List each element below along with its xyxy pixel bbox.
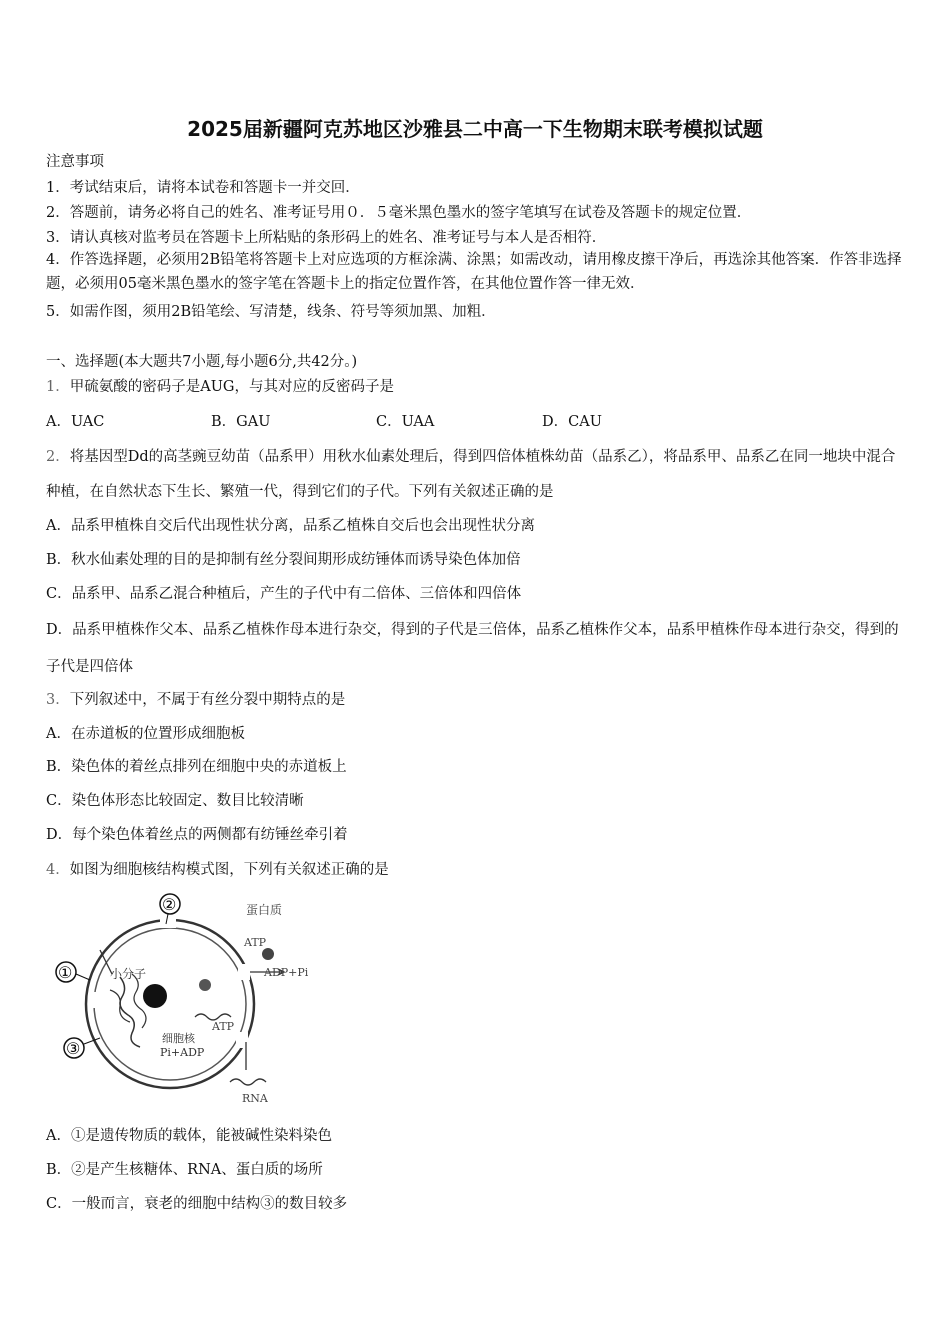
question-number: 3．: [46, 692, 70, 708]
q2-option-b: B．秋水仙素处理的目的是抑制有丝分裂间期形成纺锤体而诱导染色体加倍: [46, 552, 521, 568]
label-protein: 蛋白质: [246, 903, 283, 917]
label-pi-adp: Pi+ADP: [160, 1046, 205, 1059]
question-stem: 甲硫氨酸的密码子是AUG，与其对应的反密码子是: [69, 379, 395, 395]
protein-blob: [199, 979, 211, 991]
q4-option-a: A．①是遗传物质的载体，能被碱性染料染色: [46, 1128, 332, 1144]
q2-option-c: C．品系甲、品系乙混合种植后，产生的子代中有二倍体、三倍体和四倍体: [46, 586, 522, 602]
question-number: 4．: [46, 862, 70, 878]
chromatin: [132, 974, 146, 1028]
q3-option-c: C．染色体形态比较固定、数目比较清晰: [46, 793, 304, 809]
question-stem: 如图为细胞核结构模式图，下列有关叙述正确的是: [69, 862, 389, 878]
marker-2: ②: [162, 895, 177, 914]
label-rna: RNA: [242, 1092, 268, 1105]
section-heading: 一、选择题(本大题共7小题,每小题6分,共42分。): [46, 354, 358, 370]
label-adp-pi: ADP+Pi: [264, 966, 309, 979]
notice-item-2: 2．答题前，请务必将自己的姓名、准考证号用０．５毫米黑色墨水的签字笔填写在试卷及答题卡的规定位置．: [46, 205, 752, 221]
option-c: C．UAA: [376, 414, 435, 430]
label-atp-mid: ATP: [212, 1020, 235, 1033]
q3-option-d: D．每个染色体着丝点的两侧都有纺锤丝牵引着: [46, 827, 348, 843]
chromatin: [120, 977, 140, 1047]
notice-item-5: 5．如需作图，须用2B铅笔绘、写清楚，线条、符号等须加黑、加粗．: [46, 304, 496, 320]
q3-option-a: A．在赤道板的位置形成细胞板: [46, 726, 245, 742]
q4-option-b: B．②是产生核糖体、RNA、蛋白质的场所: [46, 1162, 323, 1178]
notice-item-3: 3．请认真核对监考员在答题卡上所粘贴的条形码上的姓名、准考证号与本人是否相符．: [46, 230, 607, 246]
option-d: D．CAU: [542, 414, 602, 430]
label-small-molecule: 小分子: [110, 967, 147, 981]
question-stem: 下列叙述中，不属于有丝分裂中期特点的是: [69, 692, 346, 708]
label-atp-top: ATP: [244, 936, 267, 949]
question-1: [46, 375, 394, 396]
label-nucleus: 细胞核: [162, 1032, 195, 1045]
marker-3: ③: [66, 1039, 81, 1058]
page-title: 2025届新疆阿克苏地区沙雅县二中高一下生物期末联考模拟试题: [187, 117, 763, 141]
option-b: B．GAU: [211, 414, 271, 430]
q2-option-d: D．品系甲植株作父本、品系乙植株作母本进行杂交，得到的子代是三倍体，品系乙植株作父本，品系甲植株作母本进行杂交，得到的子代是四倍体: [46, 622, 899, 675]
nuclear-pore: [160, 916, 176, 928]
chromatin: [110, 990, 130, 1022]
nuclear-pore: [90, 992, 102, 1008]
question-number: 1．: [46, 379, 70, 395]
question-1-options: [46, 410, 746, 432]
nuclear-pore: [238, 964, 250, 980]
notice-item-1: 1．考试结束后，请将本试卷和答题卡一并交回．: [46, 180, 360, 196]
q2-option-a: A．品系甲植株自交后代出现性状分离，品系乙植株自交后也会出现性状分离: [46, 518, 535, 534]
nucleolus: [143, 984, 167, 1008]
option-a: A．UAC: [46, 414, 105, 430]
notice-item-4: 4．作答选择题，必须用2B铅笔将答题卡上对应选项的方框涂满、涂黑；如需改动，请用橡皮擦干净后，再选涂其他答案．作答非选择题，必须用05毫米黑色墨水的签字笔在答题卡上的指定位置作答，在其他位置作答一律无效．: [46, 252, 902, 292]
question-2: [46, 440, 908, 510]
notice-heading: 注意事项: [46, 154, 104, 170]
rna-strand: [230, 1079, 266, 1085]
q4-option-c: C．一般而言，衰老的细胞中结构③的数目较多: [46, 1196, 348, 1212]
q3-option-b: B．染色体的着丝点排列在细胞中央的赤道板上: [46, 759, 347, 775]
protein-blob: [262, 948, 274, 960]
question-number: 2．: [46, 449, 70, 465]
nuclear-envelope-outer: [86, 920, 254, 1088]
marker-1: ①: [58, 963, 73, 982]
nucleus-structure-diagram: [50, 892, 330, 1107]
question-4: [46, 858, 389, 879]
question-stem: 将基因型Dd的高茎豌豆幼苗（品系甲）用秋水仙素处理后，得到四倍体植株幼苗（品系乙），将品系甲、品系乙在同一地块中混合种植，在自然状态下生长、繁殖一代，得到它们的子代。下列有关叙述正确的是: [46, 449, 896, 500]
question-3: [46, 688, 345, 709]
